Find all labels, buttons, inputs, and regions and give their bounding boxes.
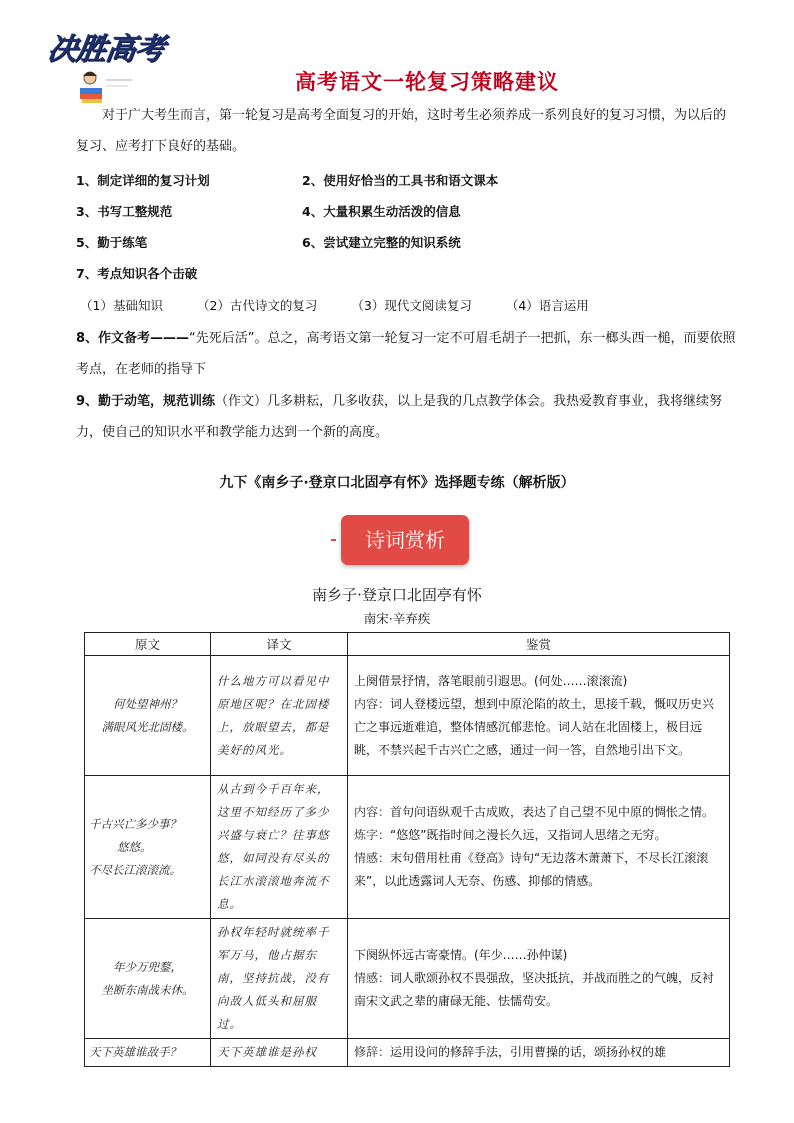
tip-9: [76, 386, 738, 448]
original-line: 何处望神州？: [113, 696, 182, 711]
appreciation-cell: [348, 656, 730, 776]
tip-8-heading: 8、作文备考———: [76, 331, 190, 346]
tip-6: 6、尝试建立完整的知识系统: [302, 235, 461, 250]
header-translation: 译文: [211, 633, 348, 656]
tip-9-heading: 9、勤于动笔，规范训练: [76, 394, 216, 409]
poem-author: 南宋·辛弃疾: [363, 611, 431, 626]
page-title: 高考语文一轮复习策略建议: [295, 70, 559, 94]
original-cell: [85, 919, 211, 1039]
appreciation-line: 内容：首句问语纵观千古成败，表达了自己望不见中原的惆怅之情。: [354, 805, 715, 819]
appreciation-line: 炼字：“悠悠”既指时间之漫长久远，又指词人思绪之无穷。: [354, 828, 667, 842]
header-original: 原文: [85, 633, 211, 656]
subitem-2: （2）古代诗文的复习: [196, 298, 318, 313]
tip-3: 3、书写工整规范: [76, 204, 173, 219]
tip-8-text: “先死后活”。总之，高考语文第一轮复习一定不可眉毛胡子一把抓，东一榔头西一槌，而要依照考点，在老师的指导下: [76, 331, 736, 377]
tip-2: 2、使用好恰当的工具书和语文课本: [302, 173, 499, 188]
original-line: 坐断东南战未休。: [101, 982, 194, 997]
section-title: 九下《南乡子·登京口北固亭有怀》选择题专练（解析版）: [219, 475, 575, 491]
badge-decoration: [331, 539, 336, 541]
original-line: 悠悠。: [117, 839, 152, 854]
tip-9-text: （作文）几多耕耘，几多收获，以上是我的几点教学体会。我热爱教育事业，我将继续努力，使自己的知识水平和教学能力达到一个新的高度。: [76, 394, 723, 440]
tip-1: 1、制定详细的复习计划: [76, 173, 210, 188]
tip-row-3: [76, 233, 461, 253]
translation-cell: 从古到今千百年来，这里不知经历了多少兴盛与衰亡？往事悠悠，如同没有尽头的长江水滚滚地奔流不息。: [211, 776, 348, 919]
tip-8: [76, 323, 738, 385]
appreciation-line: 上阕借景抒情，落笔眼前引遐思。(何处……滚滚流): [354, 673, 628, 688]
original-cell: [85, 776, 211, 919]
translation-cell: 什么地方可以看见中原地区呢？在北固楼上，放眼望去，都是美好的风光。: [211, 656, 348, 776]
appreciation-line: 情感：词人歌颂孙权不畏强敌，坚决抵抗，并战而胜之的气魄，反衬南宋文武之辈的庸碌无能、怯懦苟安。: [354, 971, 715, 1008]
subitem-3: （3）现代文阅读复习: [351, 298, 472, 313]
table-row: [85, 656, 730, 776]
translation-cell: 天下英雄谁是孙权: [211, 1039, 348, 1067]
tip-5: 5、勤于练笔: [76, 235, 148, 250]
tip-7-subitems: [80, 296, 619, 314]
tip-4: 4、大量积累生动活泼的信息: [302, 204, 461, 219]
tip-row-1: [76, 171, 499, 191]
subitem-4: （4）语言运用: [505, 298, 589, 313]
original-line: 满眼风光北固楼。: [101, 719, 194, 734]
appreciation-cell: [348, 776, 730, 919]
header-appreciation: 鉴赏: [348, 633, 730, 656]
poem-appreciation-badge: 诗词赏析: [341, 515, 469, 565]
tip-7: 7、考点知识各个击破: [76, 266, 198, 281]
appreciation-cell: [348, 919, 730, 1039]
appreciation-line: 内容：词人登楼远望，想到中原沦陷的故土，思接千载，慨叹历史兴亡之事远逝难追，整体情感沉郁悲怆。词人站在北固楼上，极目远眺，不禁兴起千古兴亡之感，通过一问一答，自然地引出下文。: [354, 696, 715, 757]
original-line: 年少万兜鍪，: [113, 959, 182, 974]
logo-text: 决胜高考: [45, 32, 166, 67]
appreciation-line: 情感：末句借用杜甫《登高》诗句“无边落木萧萧下，不尽长江滚滚来”，以此透露词人无奈、伤感、抑郁的情感。: [354, 851, 709, 888]
subitem-1: （1）基础知识: [80, 298, 163, 313]
table-row: [85, 776, 730, 919]
original-cell: [85, 656, 211, 776]
original-line: 千古兴亡多少事？: [89, 816, 181, 831]
table-row: [85, 1039, 730, 1067]
appreciation-cell: 修辞：运用设问的修辞手法，引用曹操的话，颂扬孙权的雄: [348, 1039, 730, 1067]
poem-title: 南乡子·登京口北固亭有怀: [312, 586, 482, 604]
table-row: [85, 919, 730, 1039]
original-cell: 天下英雄谁敌手？: [85, 1039, 211, 1067]
table-header-row: [85, 633, 730, 656]
appreciation-line: 下阕纵怀远古寄豪情。(年少……孙仲谋): [354, 948, 568, 962]
poem-analysis-table: [84, 632, 730, 1067]
original-line: 不尽长江滚滚流。: [89, 862, 181, 877]
tip-row-2: [76, 202, 461, 222]
intro-paragraph: 对于广大考生而言，第一轮复习是高考全面复习的开始，这时考生必须养成一系列良好的复习习惯，为以后的复习、应考打下良好的基础。: [76, 108, 727, 154]
translation-cell: 孙权年轻时就统率千军万马，他占据东南，坚持抗战，没有向敌人低头和屈服过。: [211, 919, 348, 1039]
